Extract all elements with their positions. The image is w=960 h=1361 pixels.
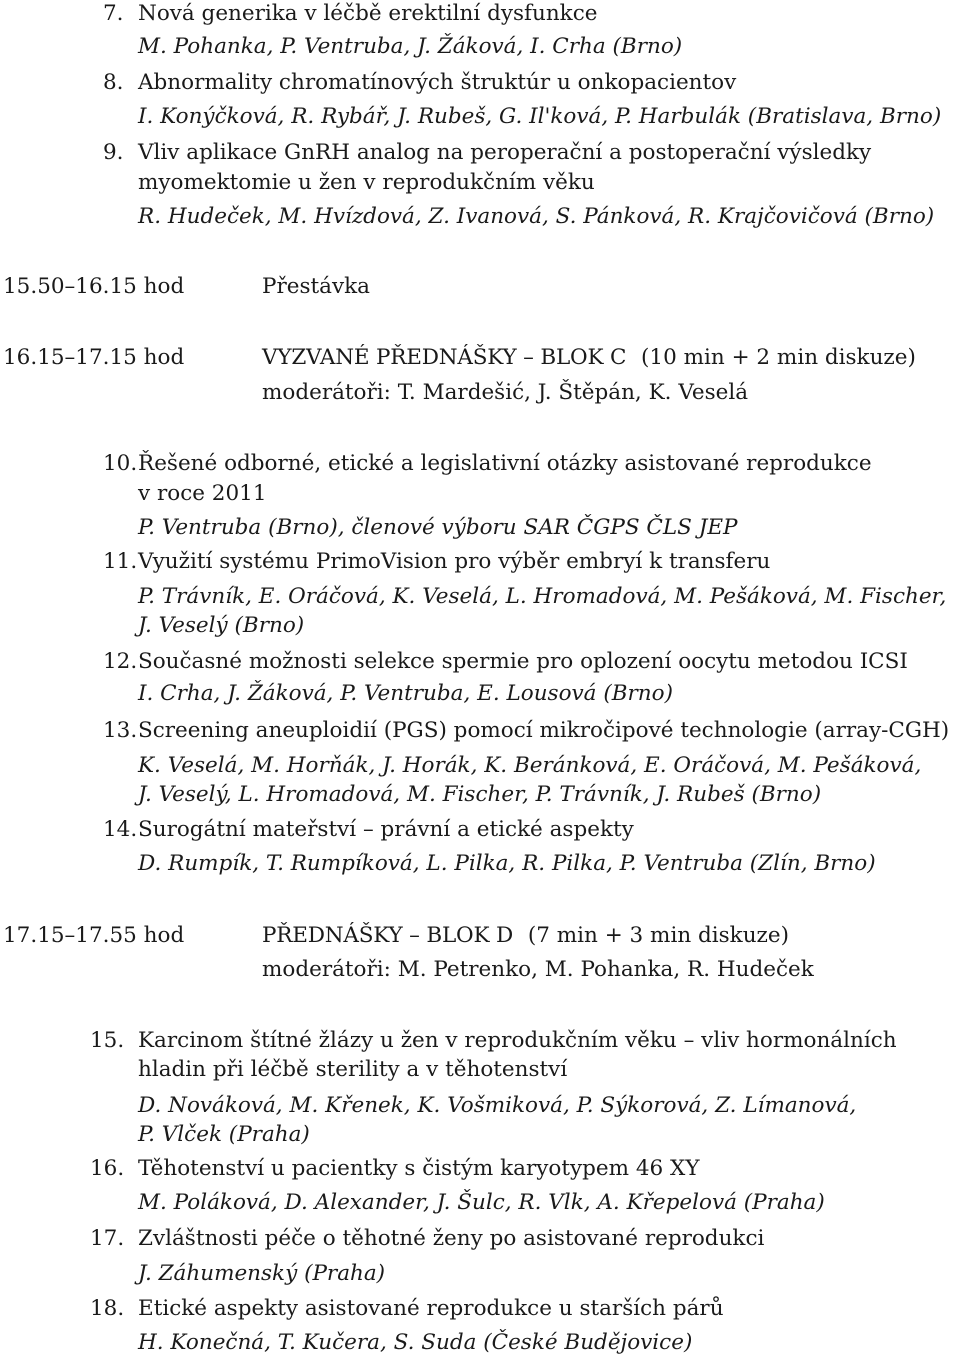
session-time: 15.50–16.15 hod	[3, 274, 185, 299]
item-title: Řešené odborné, etické a legislativní otázky asistované reprodukce	[138, 451, 872, 476]
item-number: 12.	[103, 649, 138, 674]
session-note: (7 min + 3 min diskuze)	[527, 923, 789, 948]
item-number: 18.	[90, 1296, 125, 1321]
session-note: (10 min + 2 min diskuze)	[641, 345, 916, 370]
session-header	[262, 344, 916, 372]
session-moderators: moderátoři: T. Mardešić, J. Štěpán, K. Veselá	[262, 380, 749, 405]
item-authors: D. Nováková, M. Křenek, K. Vošmiková, P. Sýkorová, Z. Límanová,	[138, 1093, 857, 1118]
item-authors: H. Konečná, T. Kučera, S. Suda (České Budějovice)	[138, 1330, 693, 1355]
session-time: 17.15–17.55 hod	[3, 923, 185, 948]
item-title: Karcinom štítné žlázy u žen v reprodukčním věku – vliv hormonálních	[138, 1028, 897, 1053]
item-number: 15.	[90, 1028, 125, 1053]
item-title: Surogátní mateřství – právní a etické aspekty	[138, 817, 634, 842]
item-number: 11.	[103, 549, 138, 574]
item-title: Vliv aplikace GnRH analog na peroperační a postoperační výsledky	[138, 140, 872, 165]
item-authors: P. Vlček (Praha)	[138, 1122, 310, 1147]
item-authors: P. Ventruba (Brno), členové výboru SAR ČGPS ČLS JEP	[138, 515, 738, 540]
item-authors: J. Veselý (Brno)	[138, 613, 305, 638]
item-number: 17.	[90, 1226, 125, 1251]
break-label: Přestávka	[262, 274, 370, 299]
session-title: VYZVANÉ PŘEDNÁŠKY – BLOK C	[262, 345, 627, 370]
item-authors: R. Hudeček, M. Hvízdová, Z. Ivanová, S. Pánková, R. Krajčovičová (Brno)	[138, 204, 935, 229]
item-title-continued: myomektomie u žen v reprodukčním věku	[138, 170, 595, 195]
item-authors: J. Záhumenský (Praha)	[138, 1261, 386, 1286]
item-title-continued: v roce 2011	[138, 481, 267, 506]
item-authors: K. Veselá, M. Horňák, J. Horák, K. Beránková, E. Oráčová, M. Pešáková,	[138, 753, 922, 778]
item-authors: I. Crha, J. Žáková, P. Ventruba, E. Lousová (Brno)	[138, 681, 673, 706]
session-time: 16.15–17.15 hod	[3, 345, 185, 370]
item-authors: M. Pohanka, P. Ventruba, J. Žáková, I. Crha (Brno)	[138, 34, 683, 59]
item-number: 10.	[103, 451, 138, 476]
item-number: 13.	[103, 718, 138, 743]
item-authors: P. Trávník, E. Oráčová, K. Veselá, L. Hromadová, M. Pešáková, M. Fischer,	[138, 584, 947, 609]
item-title: Využití systému PrimoVision pro výběr embryí k transferu	[138, 549, 771, 574]
item-title: Etické aspekty asistované reprodukce u starších párů	[138, 1296, 724, 1321]
item-number: 8.	[103, 70, 124, 95]
item-authors: M. Poláková, D. Alexander, J. Šulc, R. Vlk, A. Křepelová (Praha)	[138, 1190, 825, 1215]
item-number: 14.	[103, 817, 138, 842]
item-authors: I. Konýčková, R. Rybář, J. Rubeš, G. Il'ková, P. Harbulák (Bratislava, Brno)	[138, 104, 942, 129]
item-title: Těhotenství u pacientky s čistým karyotypem 46 XY	[138, 1156, 700, 1181]
item-title: Nová generika v léčbě erektilní dysfunkce	[138, 1, 598, 26]
item-title-continued: hladin při léčbě sterility a v těhotenství	[138, 1057, 568, 1082]
item-number: 9.	[103, 140, 124, 165]
item-authors: J. Veselý, L. Hromadová, M. Fischer, P. Trávník, J. Rubeš (Brno)	[138, 782, 822, 807]
session-moderators: moderátoři: M. Petrenko, M. Pohanka, R. Hudeček	[262, 957, 814, 982]
session-title: PŘEDNÁŠKY – BLOK D	[262, 923, 513, 948]
item-title: Současné možnosti selekce spermie pro oplození oocytu metodou ICSI	[138, 649, 908, 674]
item-title: Abnormality chromatínových štruktúr u onkopacientov	[138, 70, 737, 95]
session-header	[262, 922, 789, 950]
item-title: Screening aneuploidií (PGS) pomocí mikročipové technologie (array-CGH)	[138, 718, 950, 743]
item-authors: D. Rumpík, T. Rumpíková, L. Pilka, R. Pilka, P. Ventruba (Zlín, Brno)	[138, 851, 876, 876]
item-number: 16.	[90, 1156, 125, 1181]
item-number: 7.	[103, 1, 124, 26]
item-title: Zvláštnosti péče o těhotné ženy po asistované reprodukci	[138, 1226, 765, 1251]
